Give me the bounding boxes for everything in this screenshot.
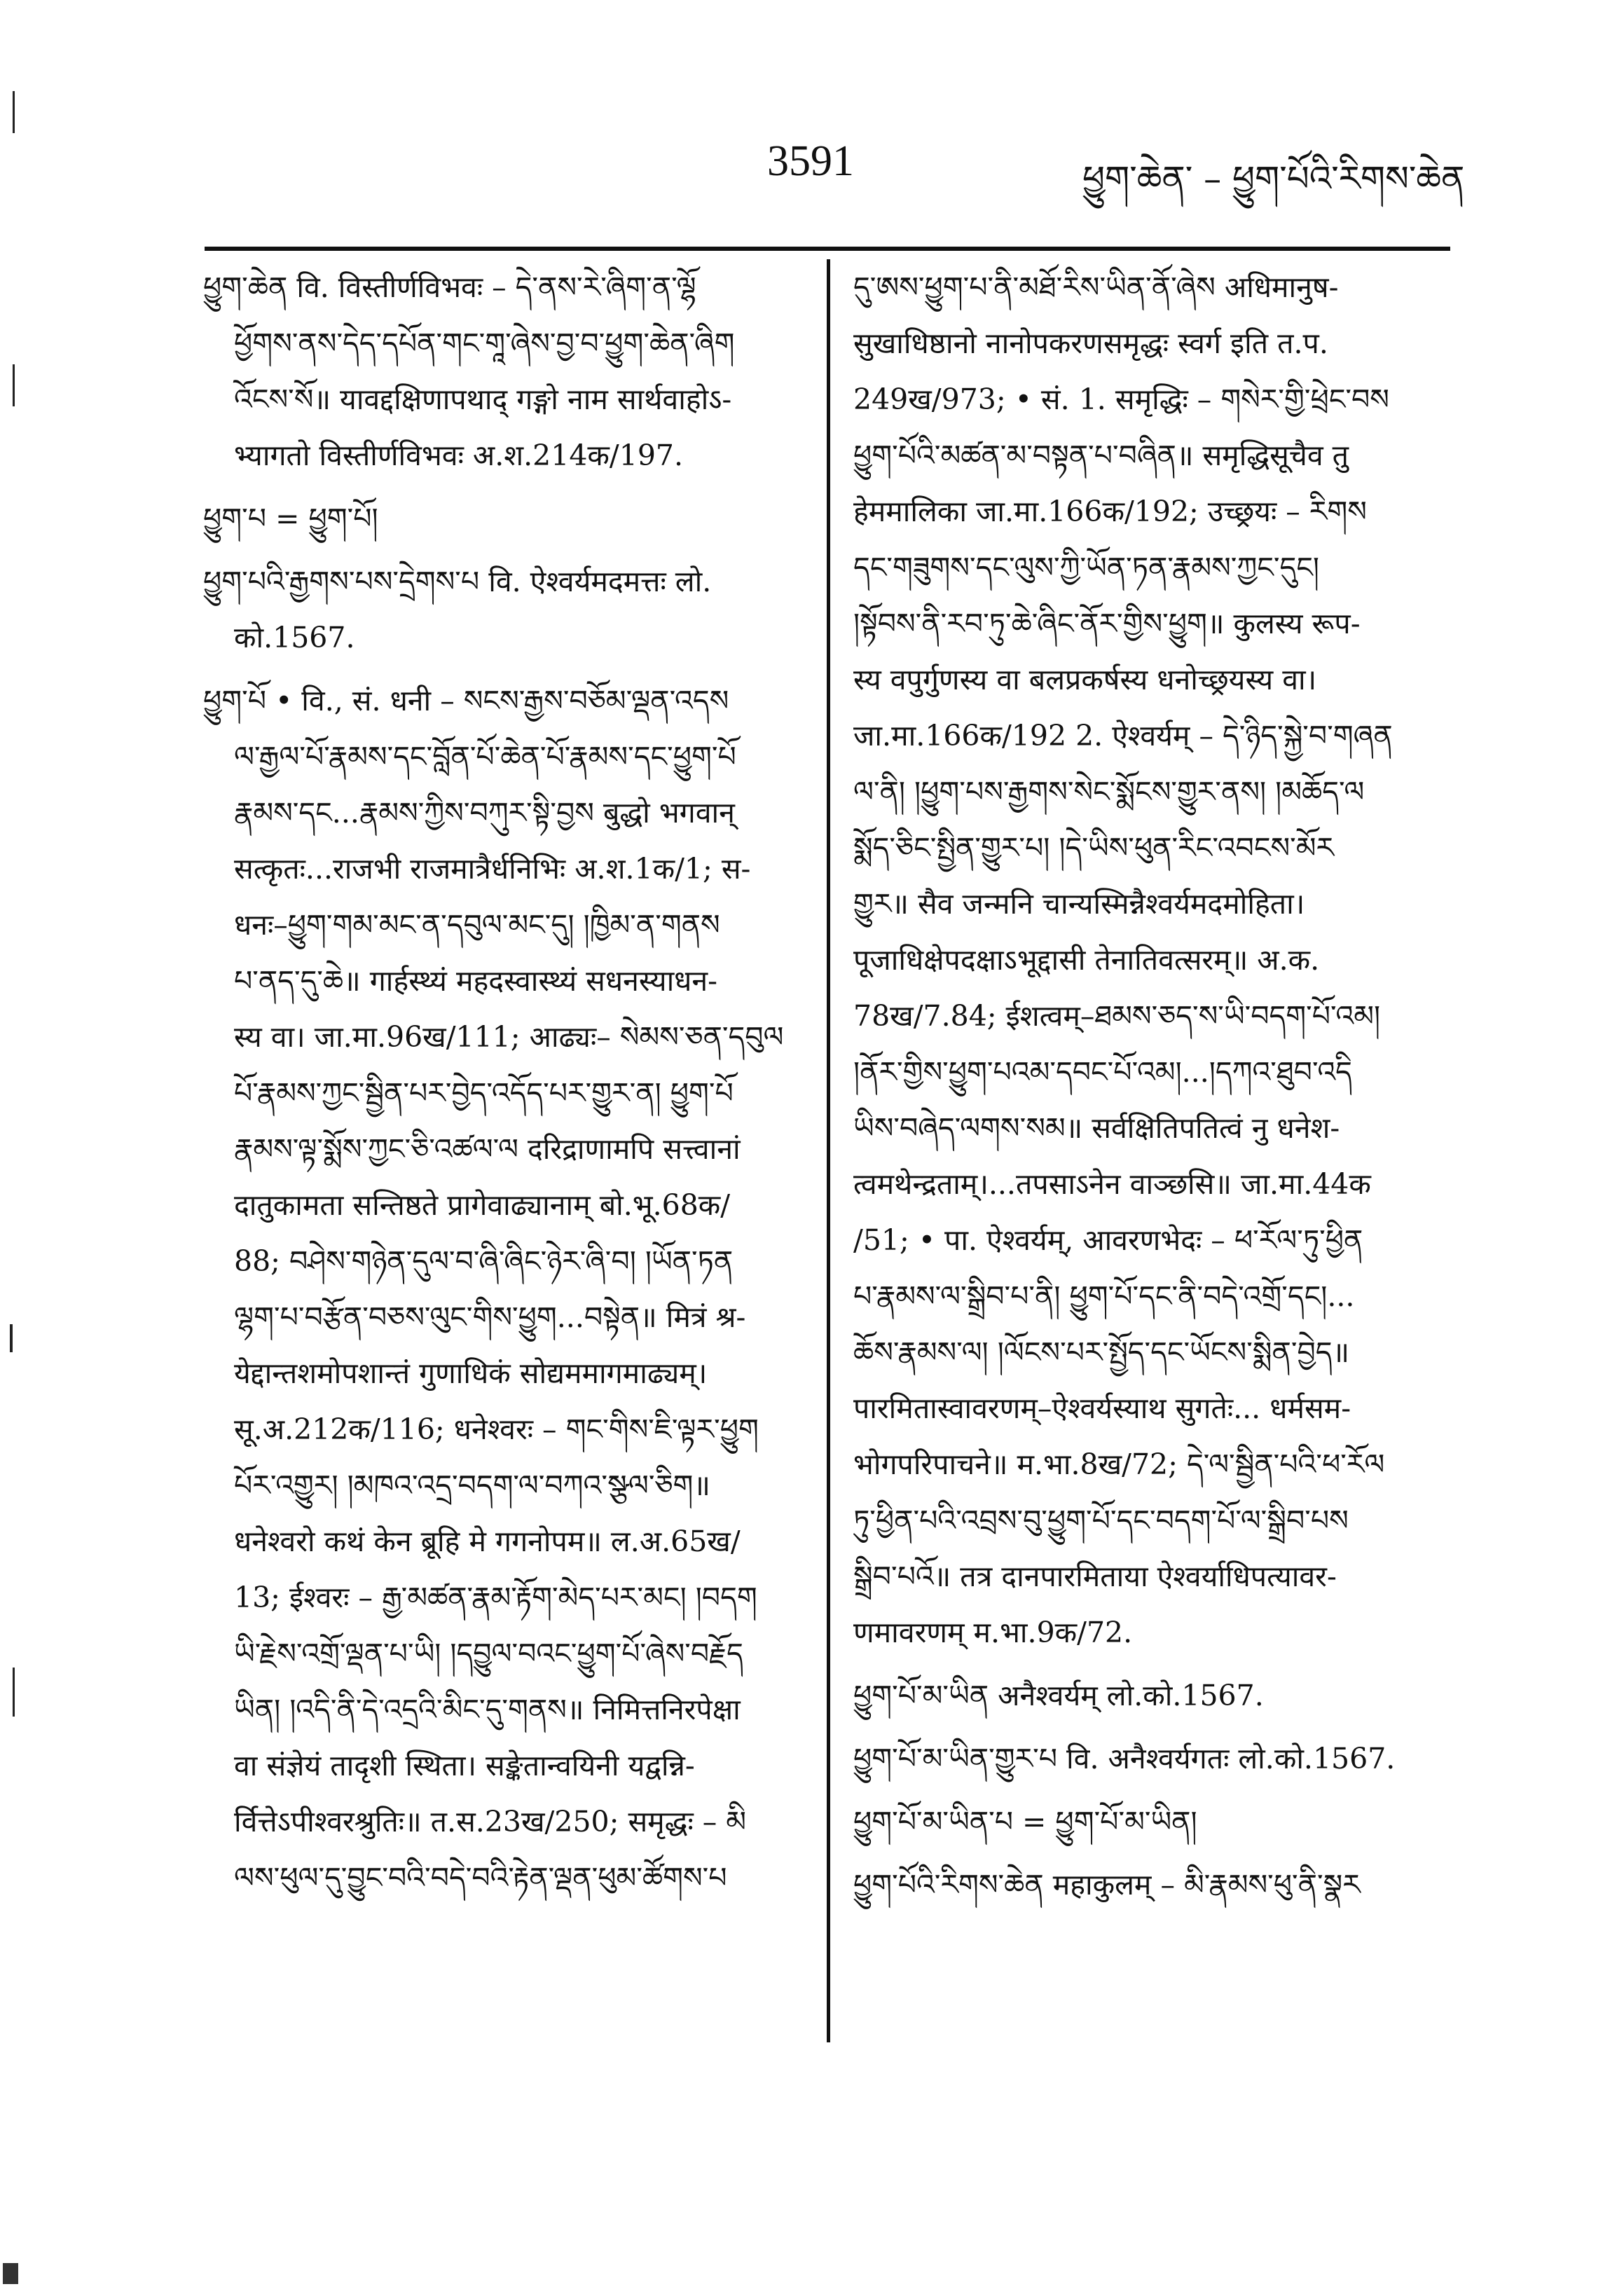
entry-line: दातुकामता सन्तिष्ठते प्रागेवाढ्यानाम् बो.भू.68क/ bbox=[234, 1188, 731, 1222]
margin-mark bbox=[13, 1668, 15, 1717]
entry-line: ཏུ་ཕྱིན་པའི་འབྲས་བུ་ཕྱུག་པོ་དང་བདག་པོ་ལ་སྒྲིབ་པས bbox=[853, 1504, 1349, 1537]
entry-line: 13; ईश्वरः – རྒྱ་མཚན་རྣམ་རྟོག་མེད་པར་མང། །བདག bbox=[234, 1581, 757, 1614]
dictionary-entry bbox=[853, 1668, 1456, 1724]
entry-line: ལ་རྒྱལ་པོ་རྣམས་དང་བློན་པོ་ཆེན་པོ་རྣམས་དང་ཕྱུག་པོ bbox=[234, 740, 736, 774]
entry-line: གྱུར॥ सैव जन्मनि चान्यस्मिन्नैश्वर्यमदमोहिता। bbox=[853, 887, 1305, 921]
running-head: ཕྱུག་ཆེན་ – ཕྱུག་པོའི་རིགས་ཆེན bbox=[1082, 158, 1465, 199]
entry-line: འོངས་སོ॥ यावद्दक्षिणापथाद् गङ्गो नाम सार्थवाहोऽ- bbox=[234, 383, 732, 416]
entry-line: सत्कृतः...राजभी राजमात्रैर्धनिभिः अ.श.1क/1; स- bbox=[234, 852, 751, 886]
entry-line: र्वित्तेऽपीश्वरश्रुतिः॥ त.स.23ख/250; समृद्धः – མི bbox=[234, 1805, 747, 1838]
entry-line: धनेश्वरो कथं केन ब्रूहि मे गगनोपम॥ ल.अ.65ख/ bbox=[234, 1525, 741, 1558]
entry-line: སྒྲིབ་པའོ॥ तत्र दानपारमिताया ऐश्वर्याधिपत्यावर- bbox=[853, 1560, 1337, 1593]
entry-line: जा.मा.166क/192 2. ऐश्वर्यम् – དེ་ཉིད་སྐྱེ་བ་གཞན bbox=[853, 719, 1393, 752]
entry-line: ཡི་རྗེས་འགྲོ་ལྡན་པ་ཡི། །དབྱུལ་བའང་ཕྱུག་པོ་ཞེས་བརྗོད bbox=[234, 1637, 743, 1670]
entry-line: पारमितास्वावरणम्–ऐश्वर्यस्याथ सुगतेः... धर्मसम- bbox=[853, 1391, 1351, 1425]
margin-mark bbox=[13, 364, 15, 406]
dictionary-entry-continued bbox=[853, 259, 1456, 1661]
entry-line: णमावरणम् म.भा.9क/72. bbox=[853, 1616, 1133, 1649]
dictionary-entry bbox=[203, 554, 800, 666]
entry-line: ལས་ཕུལ་དུ་བྱུང་བའི་བདེ་བའི་རྟེན་ལྡན་ཕུམ་ཚོགས་པ bbox=[234, 1861, 727, 1895]
entry-line: 249ख/973; • सं. 1. समृद्धिः – གསེར་གྱི་ཕྲེང་བས bbox=[853, 383, 1389, 416]
entry-line: ཡིན། །འདི་ནི་དེ་འདྲའི་མིང་དུ་གནས॥ निमित्तनिरपेक्षा bbox=[234, 1693, 741, 1726]
entry-line: ཕྱུག་ཆེན वि. विस्तीर्णविभवः – དེ་ནས་རེ་ཞིག་ན་ལྷོ bbox=[203, 270, 696, 304]
column-divider bbox=[827, 259, 830, 2042]
entry-line: ཕྱོགས་ནས་དེད་དཔོན་གང་གཱ་ཞེས་བྱ་བ་ཕྱུག་ཆེན་ཞིག bbox=[234, 326, 735, 360]
entry-line: ཕྱུག་པོ • वि., सं. धनी – སངས་རྒྱས་བཅོམ་ལྡན་འདས bbox=[203, 684, 729, 717]
entry-line: वा संज्ञेयं तादृशी स्थिता। सङ्केतान्वयिनी यद्वन्नि- bbox=[234, 1749, 695, 1782]
entry-line: ཕྱུག་པོ་མ་ཡིན अनैश्वर्यम् लो.को.1567. bbox=[853, 1679, 1264, 1712]
entry-line: །སྟོབས་ནི་རབ་ཏུ་ཆེ་ཞིང་ནོར་གྱིས་ཕྱུག॥ कुलस्य रूप- bbox=[853, 607, 1361, 640]
entry-line: ཆོས་རྣམས་ལ། །ལོངས་པར་སྤྱོད་དང་ཡོངས་སྨིན་བྱེད॥ bbox=[853, 1335, 1350, 1369]
entry-line: ཕྱུག་པའི་རྒྱགས་པས་དྲེགས་པ वि. ऐश्वर्यमदमत्तः लो. bbox=[203, 565, 712, 598]
entry-line: དང་གཟུགས་དང་ལུས་ཀྱི་ཡོན་ཏན་རྣམས་ཀྱང་དུང། bbox=[853, 551, 1319, 584]
entry-line: धनः–ཕྱུག་གམ་མང་ན་དབུལ་མང་དུ། །ཁྱིམ་ན་གནས bbox=[234, 908, 720, 942]
entry-line: त्वमथेन्द्रताम्।...तपसाऽनेन वाञ्छसि॥ जा.मा.44क bbox=[853, 1167, 1371, 1201]
entry-line: भोगपरिपाचने॥ म.भा.8ख/72; དེ་ལ་སྦྱིན་པའི་ཕ་རོལ bbox=[853, 1448, 1385, 1481]
entry-line: सू.अ.212क/116; धनेश्वरः – གང་གིས་ཇི་ལྟར་ཕྱུག bbox=[234, 1412, 759, 1446]
entry-line: ལ་ནི། །ཕྱུག་པས་རྒྱགས་སེང་སྨོངས་གྱུར་ནས། །མཆོད་ལ bbox=[853, 775, 1365, 809]
entry-line: 88; བཤེས་གཉེན་དུལ་བ་ཞི་ཞིང་ཉེར་ཞི་བ། །ཡོན་ཏན bbox=[234, 1244, 734, 1278]
entry-line: को.1567. bbox=[234, 621, 355, 654]
entry-line: ཕྱུག་པོའི་མཚན་མ་བསྟན་པ་བཞིན॥ समृद्धिसूचैव तु bbox=[853, 439, 1349, 472]
dictionary-entry bbox=[853, 1857, 1456, 1913]
scan-speck bbox=[3, 2263, 18, 2284]
entry-line: ཕྱུག་པོའི་རིགས་ཆེན महाकुलम् – མི་རྣམས་ཕུ་ནི་སྣར bbox=[853, 1868, 1361, 1902]
entry-line: པོ་རྣམས་ཀྱང་སྦྱིན་པར་བྱེད་འདོད་པར་གྱུར་ན། ཕྱུག་པོ bbox=[234, 1076, 734, 1110]
entry-line: हेममालिका जा.मा.166क/192; उच्छ्रयः – རིགས bbox=[853, 495, 1367, 528]
entry-line: སྨོད་ཅིང་སྤྱིན་གྱུར་པ། །དེ་ཡིས་ཕུན་རིང་འབངས་མོར bbox=[853, 831, 1335, 865]
entry-line: དུ་ཨས་ཕྱུག་པ་ནི་མཐོ་རིས་ཡིན་ནོ་ཞེས अधिमानुष- bbox=[853, 270, 1339, 304]
dictionary-entry bbox=[203, 259, 800, 483]
left-column bbox=[203, 259, 800, 1913]
dictionary-entry bbox=[203, 490, 800, 546]
header-rule bbox=[205, 247, 1450, 251]
entry-line: 78ख/7.84; ईशत्वम्–ཐམས་ཅད་ས་ཡི་བདག་པོ་འམ། bbox=[853, 999, 1381, 1033]
entry-line: भ्यागतो विस्तीर्णविभवः अ.श.214क/197. bbox=[234, 439, 684, 472]
dictionary-entry bbox=[203, 673, 800, 1906]
entry-line: ལྷག་པ་བརྩོན་བཅས་ལུང་གིས་ཕྱུག...བསྟེན॥ मित्रं श्र- bbox=[234, 1300, 746, 1334]
entry-line: པ་རྣམས་ལ་སྒྲིབ་པ་ནི། ཕྱུག་པོ་དང་ནི་བདེ་འགྲོ་དང།... bbox=[853, 1279, 1355, 1313]
entry-line: ཕྱུག་པོ་མ་ཡིན་གྱུར་པ वि. अनैश्वर्यगतः लो.को.1567. bbox=[853, 1742, 1396, 1775]
entry-line: सुखाधिष्ठानो नानोपकरणसमृद्धः स्वर्ग इति त.प. bbox=[853, 326, 1328, 360]
entry-line: /51; • पा. ऐश्वर्यम्, आवरणभेदः – ཕ་རོལ་ཏུ་ཕྱིན bbox=[853, 1223, 1363, 1257]
right-column bbox=[853, 259, 1456, 1920]
entry-line: རྣམས་དང...རྣམས་ཀྱིས་བཀུར་སྟི་བྱས बुद्धो भगवान् bbox=[234, 796, 735, 830]
page-number: 3591 bbox=[767, 137, 854, 185]
entry-line: ཡིས་བཞེད་ལགས་སམ॥ सर्वक्षितिपतित्वं नु धनेश- bbox=[853, 1111, 1340, 1145]
margin-mark bbox=[13, 91, 15, 133]
entry-line: येद्दान्तशमोपशान्तं गुणाधिकं सोद्यममागमाढ्यम्। bbox=[234, 1356, 708, 1390]
dictionary-entry bbox=[853, 1731, 1456, 1787]
entry-line: རྣམས་ལྟ་སྨོས་ཀྱང་ཅི་འཚལ་ལ दरिद्राणामपि सत्त्वानां bbox=[234, 1132, 741, 1166]
entry-line: །ནོར་གྱིས་ཕྱུག་པའམ་དབང་པོ་འམ།...།དཀའ་ཐུབ་འདི bbox=[853, 1055, 1352, 1089]
entry-line: स्य वा। जा.मा.96ख/111; आढ्यः– སེམས་ཅན་དབུལ bbox=[234, 1020, 784, 1054]
entry-line: པོར་འགྱུར། །མཁའ་འདྲ་བདག་ལ་བཀའ་སྩལ་ཅིག॥ bbox=[234, 1469, 710, 1502]
margin-mark bbox=[10, 1324, 13, 1352]
entry-line: པ་ནད་དུ་ཆེ॥ गार्हस्थ्यं महदस्वास्थ्यं सधनस्याधन- bbox=[234, 964, 718, 998]
entry-line: स्य वपुर्गुणस्य वा बलप्रकर्षस्य धनोच्छ्रयस्य वा। bbox=[853, 663, 1317, 696]
entry-line: पूजाधिक्षेपदक्षाऽभूद्दासी तेनातिवत्सरम्॥ अ.क. bbox=[853, 943, 1320, 977]
dictionary-entry bbox=[853, 1794, 1456, 1850]
entry-line: ཕྱུག་པ = ཕྱུག་པོ། bbox=[203, 502, 378, 535]
entry-line: ཕྱུག་པོ་མ་ཡིན་པ = ཕྱུག་པོ་མ་ཡིན། bbox=[853, 1805, 1197, 1838]
